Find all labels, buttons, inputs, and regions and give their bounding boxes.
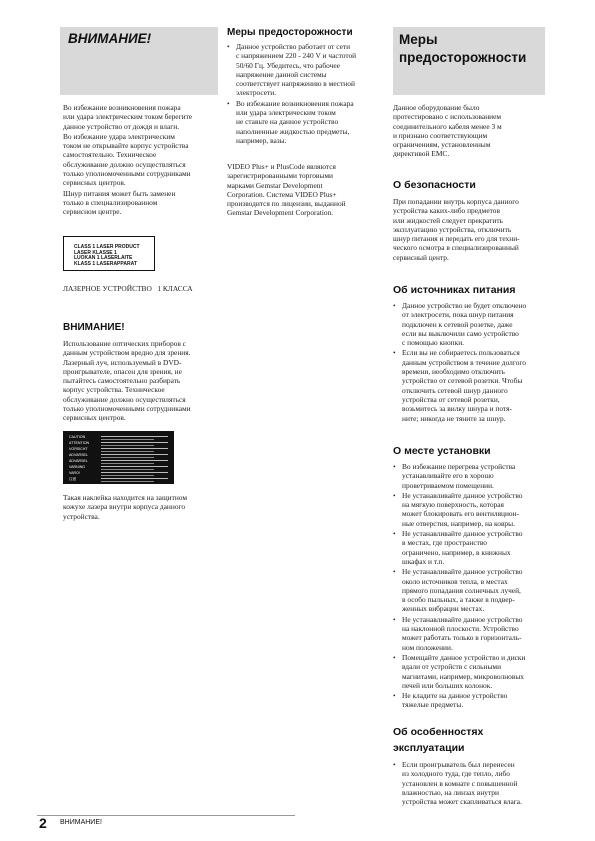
list-item: • Данное устройство не будет отключено от электросети, пока шнур питания подключен к сетевой розетке, даже если вы выключили само устройство с помощью кнопки. bbox=[393, 301, 558, 347]
warning-text bbox=[63, 103, 223, 218]
warning-title: ВНИМАНИЕ! bbox=[68, 31, 152, 46]
install-heading: О месте установки bbox=[393, 445, 491, 457]
trademark-paragraph: VIDEO Plus+ и PlusCode являются зарегистрированными торговыми марками Gemstar Development Corporation. Система VIDEO Plus+ производится по лицензии, выданной Gemstar Development Corporation. bbox=[227, 162, 346, 218]
sticker-row: ADVARSEL bbox=[69, 459, 168, 466]
operation-bullets bbox=[393, 760, 558, 807]
warning2-heading: ВНИМАНИЕ! bbox=[63, 322, 125, 333]
warning-title-bar bbox=[60, 27, 218, 95]
warning2-paragraph: Использование оптических приборов с данным устройством вредно для зрения. Лазерный луч, используемый в DVD- проигрывателе, опасен для зрения, не пытайтесь самостоятельно разбирать корпус устройства. Техническое обслуживание должно осуществляться только уполномоченными сотрудниками сервисных центров. bbox=[63, 339, 191, 423]
list-item: • Данное устройство работает от сети с напряжением 220 - 240 V и частотой 50/60 Гц. Убедитесь, что рабочее напряжение данной системы соответствует напряжению в местной электросети. bbox=[227, 42, 387, 98]
list-item: • Если вы не собираетесь пользоваться данным устройством в течение долгого времени, необходимо отключить устройство от сетевой розетки. Чтобы отключить сетевой шнур данного устройства от сетевой розетки, возьмитесь за вилку шнура и потя- ните; никогда не тяните за шнур. bbox=[393, 348, 558, 422]
warning-sticker bbox=[63, 431, 174, 484]
power-heading: Об источниках питания bbox=[393, 284, 516, 296]
list-item: • Не устанавливайте данное устройство на наклонной плоскости. Устройство может работать только в горизонталь- ном положении. bbox=[393, 615, 558, 652]
sticker-row: CAUTION bbox=[69, 435, 168, 442]
page-number: 2 bbox=[39, 815, 47, 831]
sticker-row: 注意 bbox=[69, 477, 168, 484]
warning-paragraph: Во избежание удара электрическим током не открывайте корпус устройства самостоятельно. Техническое обслуживание должно осуществляться только уполномоченными сотрудниками сервисных центров. bbox=[63, 131, 191, 188]
list-item: • Не устанавливайте данное устройство в местах, где пространство ограничено, например, в книжных шкафах и т.п. bbox=[393, 529, 558, 566]
warning2-text bbox=[63, 339, 228, 424]
intro-paragraph: Данное оборудование было протестировано с использованием соединительного кабеля менее 3 м и признано соответствующим ограничениям, установленным директивой EMC. bbox=[393, 103, 502, 159]
install-bullets bbox=[393, 462, 558, 711]
precautions-title: Меры предосторожности bbox=[399, 32, 527, 65]
precautions-title-bar bbox=[393, 27, 545, 95]
safety-text bbox=[393, 197, 558, 263]
laser-class-label bbox=[63, 236, 155, 271]
list-item: • Во избежание возникновения пожара или удара электрическим током не ставьте на данное устройство наполненные жидкостью предметы, например, вазы. bbox=[227, 99, 387, 145]
sticker-caption bbox=[63, 493, 228, 522]
intro-text bbox=[393, 103, 553, 160]
sticker-row: VORSICHT bbox=[69, 447, 168, 454]
sticker-row: VARNING bbox=[69, 465, 168, 472]
list-item: • Не устанавливайте данное устройство около источников тепла, в местах прямого попадания солнечных лучей, в особо пыльных, а также в подвер- женных вибрации местах. bbox=[393, 567, 558, 613]
safety-paragraph: При попадании внутрь корпуса данного устройства каких-либо предметов или жидкостей следует прекратить эксплуатацию устройства, отключить шнур питания и передать его для техни- ческого осмотра в специализированный сервисный центр. bbox=[393, 197, 520, 262]
list-item: • Во избежание перегрева устройства устанавливайте его в хорошо проветриваемом помещении. bbox=[393, 462, 558, 490]
operation-heading: Об особенностях эксплуатации bbox=[393, 726, 484, 754]
warning-paragraph: Во избежание возникновения пожара или удара электрическим током берегите данное устройство от дождя и влаги. bbox=[63, 103, 193, 131]
sticker-row: VARO! bbox=[69, 471, 168, 478]
laser-class-label-text: CLASS 1 LASER PRODUCT LASER KLASSE 1 LUOKAN 1 LASERLAITE KLASS 1 LASERAPPARAT bbox=[74, 244, 140, 267]
power-bullets bbox=[393, 301, 558, 424]
trademark-text bbox=[227, 162, 387, 219]
sticker-row: ATTENTION bbox=[69, 441, 168, 448]
laser-caption: ЛАЗЕРНОЕ УСТРОЙСТВО 1 КЛАССА bbox=[63, 284, 193, 293]
footer-section: ВНИМАНИЕ! bbox=[60, 819, 102, 826]
list-item: • Не устанавливайте данное устройство на мягкую поверхность, которая может блокировать его вентиляцион- ные отверстия, например, на ковры. bbox=[393, 491, 558, 528]
list-item: • Не кладите на данное устройство тяжелые предметы. bbox=[393, 691, 558, 710]
footer-rule bbox=[37, 815, 295, 816]
warning-paragraph: Шнур питания может быть заменен только в специализированном сервисном центре. bbox=[63, 188, 176, 217]
sticker-row: ADVARSEL bbox=[69, 453, 168, 460]
sticker-caption-text: Такая наклейка находится на защитном кожухе лазера внутри корпуса данного устройства. bbox=[63, 493, 188, 521]
safety-heading: О безопасности bbox=[393, 179, 476, 191]
list-item: • Помещайте данное устройство и диски вдали от устройств с сильными магнитами, например, микроволновых печей или больших колонок. bbox=[393, 653, 558, 690]
middle-heading: Меры предосторожности bbox=[227, 27, 353, 38]
middle-bullets bbox=[227, 42, 387, 146]
list-item: • Если проигрыватель был перенесен из холодного туда, где тепло, либо установлен в комнате с повышенной влажностью, на линзах внутри устройства может скапливаться влага. bbox=[393, 760, 558, 806]
